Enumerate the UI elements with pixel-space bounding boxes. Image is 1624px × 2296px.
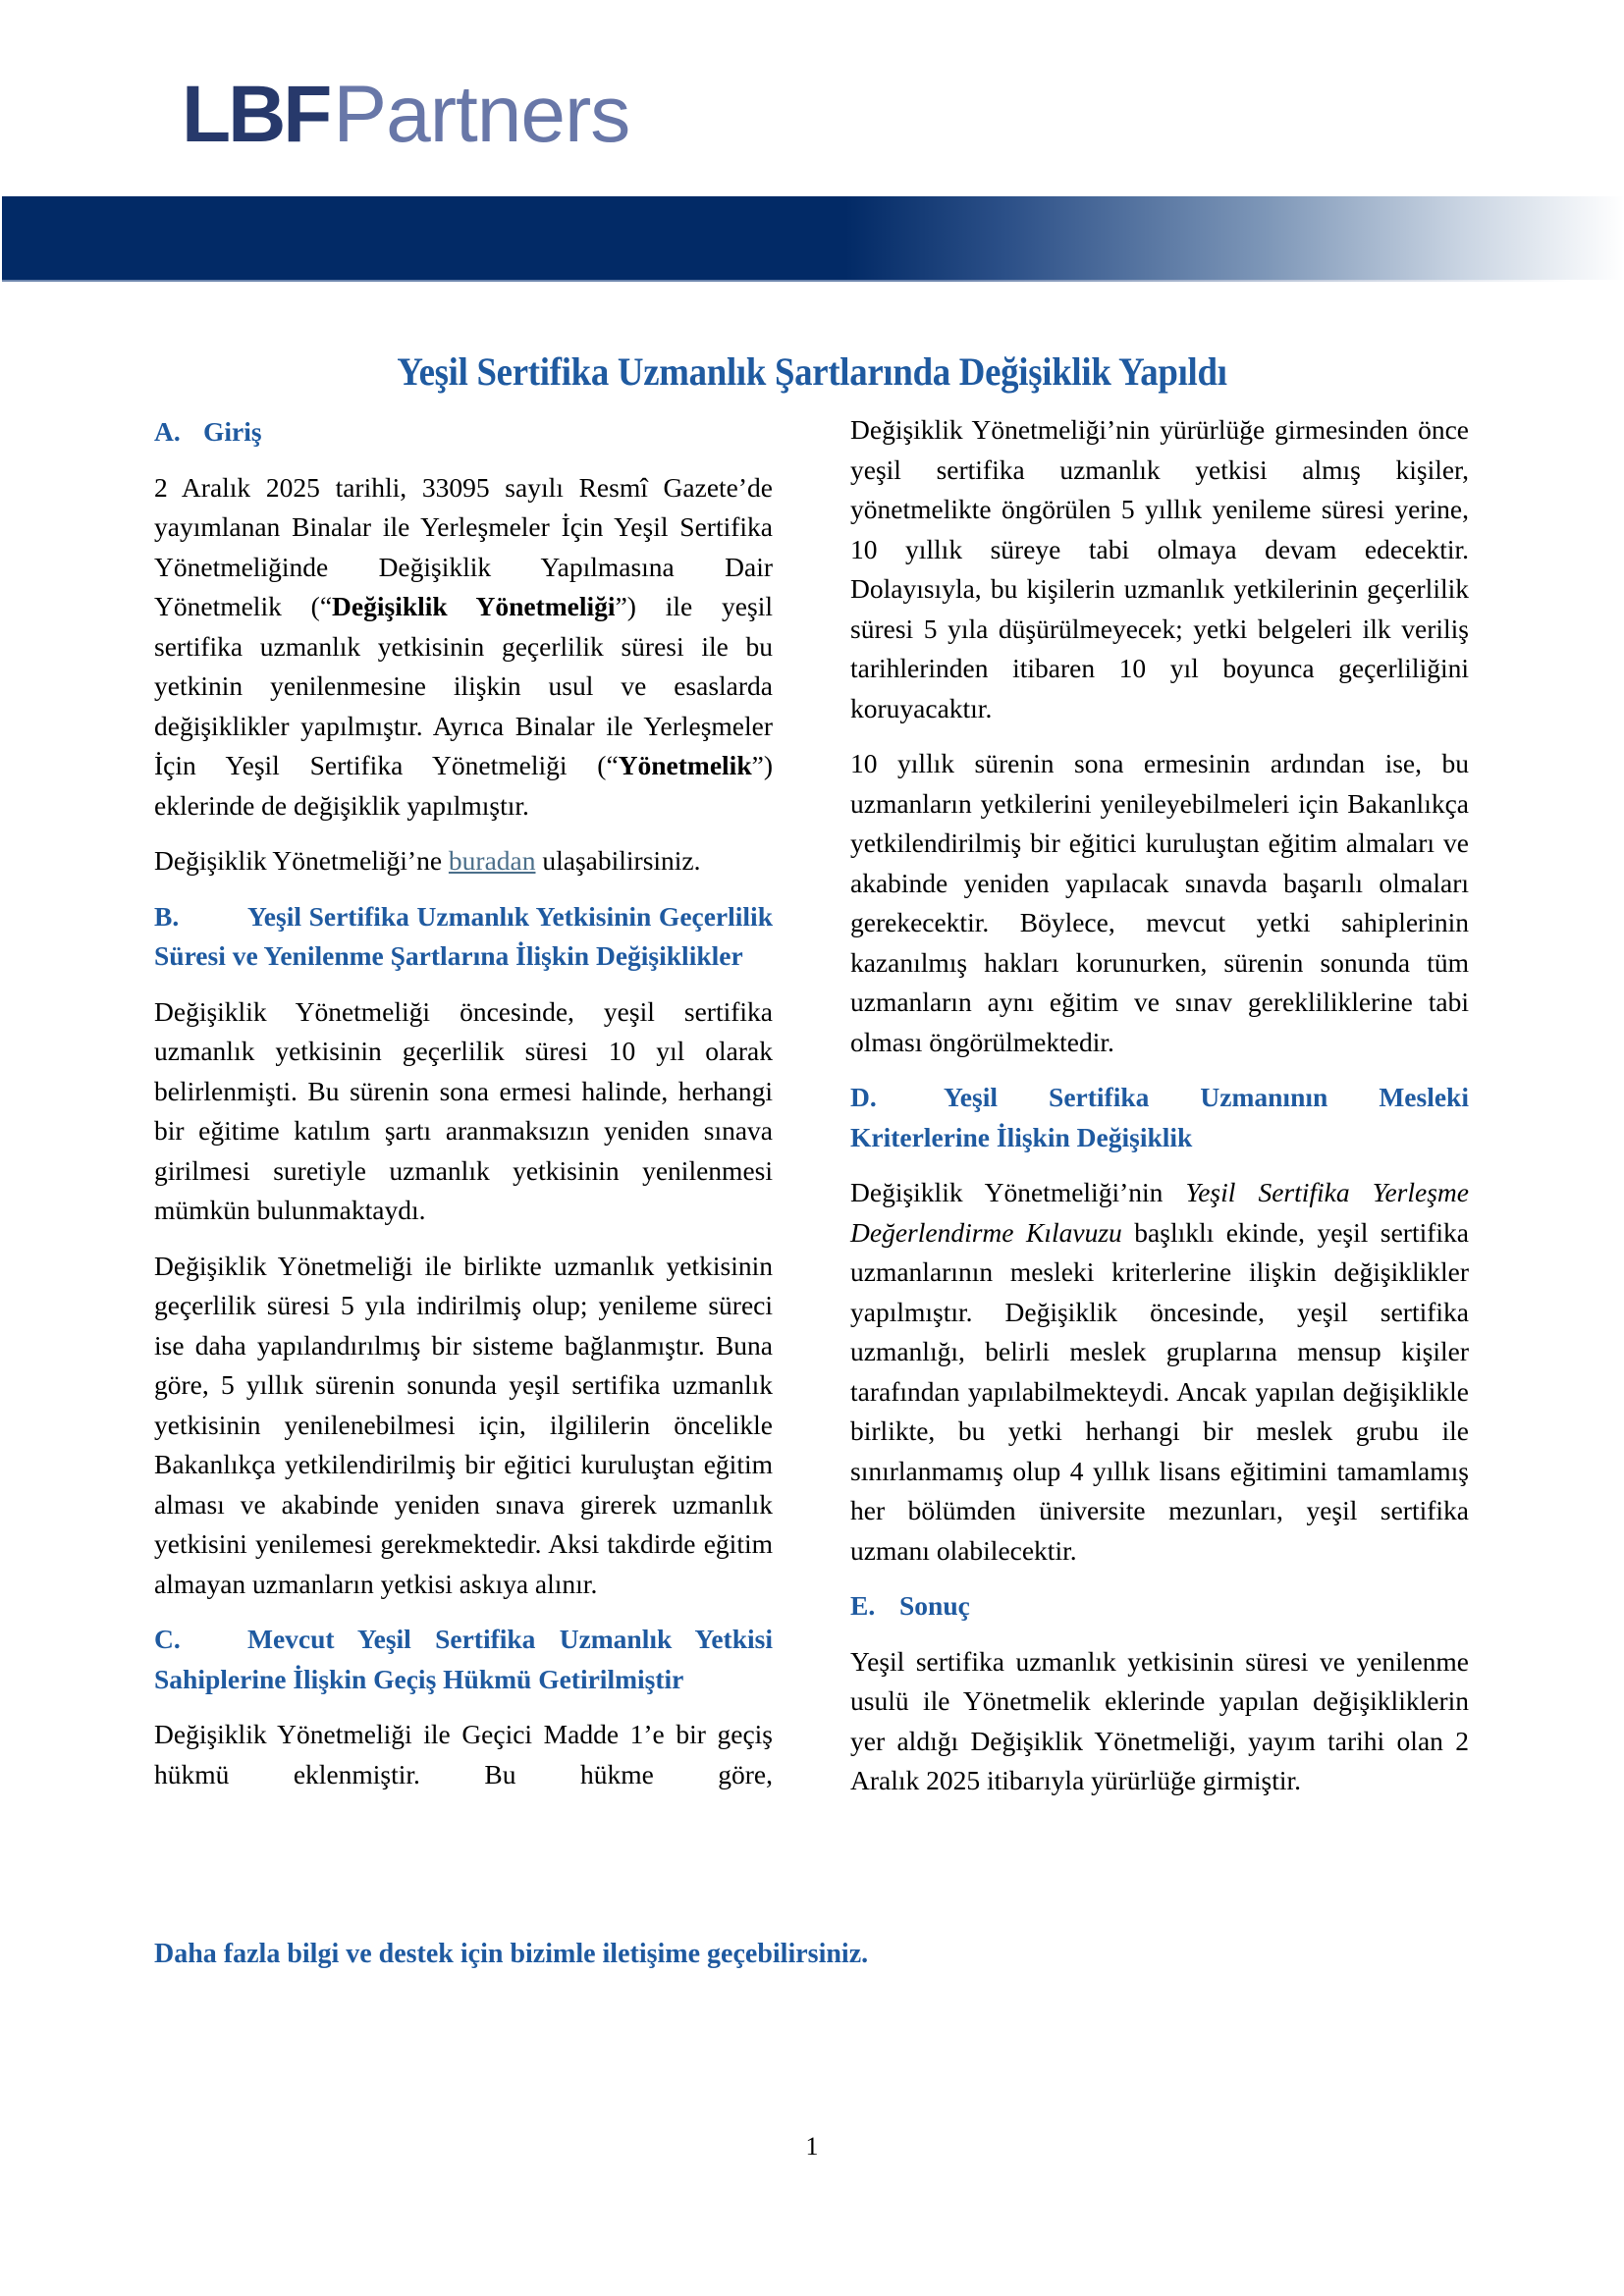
company-logo [182, 71, 629, 159]
left-column [154, 412, 773, 1810]
regulation-link[interactable]: buradan [448, 845, 536, 876]
section-e-paragraph-1: Yeşil sertifika uzmanlık yetkisinin süresi ve yenilenme usulü ile Yönetmelik eklerinde yapılan değişikliklerin yer aldığı Değişiklik Yönetmeliği, yayım tarihi olan 2 Aralık 2025 itibarıyla yürürlüğe girmiştir. [850, 1645, 1469, 1795]
section-letter: C. [154, 1624, 181, 1654]
defined-term: Yönetmelik [618, 750, 752, 780]
header-gradient-band [2, 196, 1624, 280]
contact-note: Daha fazla bilgi ve destek için bizimle iletişime geçebilirsiniz. [154, 1939, 869, 1969]
page-number: 1 [805, 2132, 819, 2161]
section-title: Yeşil Sertifika Uzmanının Mesleki Kriterlerine İlişkin Değişiklik [850, 1082, 1469, 1152]
section-b-paragraph-2: Değişiklik Yönetmeliği ile birlikte uzmanlık yetkisinin geçerlilik süresi 5 yıla indirilmiş olup; yenileme süreci ise daha yapılandırılmış bir sisteme bağlanmıştır. Buna göre, 5 yıllık sürenin sonunda yeşil sertifika uzmanlık yetkisinin yenilenebilmesi için, ilgililerin öncelikle Bakanlıkça yetkilendirilmiş bir eğitici kuruluştan eğitim alması ve akabinde yeniden sınava girerek uzmanlık yetkisini yenilemesi gerekmektedir. Aksi takdirde eğitim almayan uzmanların yetkisi askıya alınır. [154, 1250, 773, 1599]
text: ”) eklerinde de değişiklik yapılmıştır. [154, 750, 773, 821]
section-letter: D. [850, 1082, 877, 1112]
text: ulaşabilirsiniz. [535, 845, 701, 876]
section-b-heading [154, 897, 773, 977]
section-d-paragraph-1 [850, 1173, 1469, 1571]
section-d-heading [850, 1078, 1469, 1157]
defined-term: Değişiklik Yönetmeliği [332, 591, 616, 621]
section-a-paragraph-1 [154, 468, 773, 827]
section-letter: B. [154, 900, 180, 932]
text: ”) ile yeşil sertifika uzmanlık yetkisinin geçerlilik süresi ile bu yetkinin yenilenmesine ilişkin usul ve esaslarda değişiklikler yapılmıştır. Ayrıca Binalar ile Yerleşmeler İçin Yeşil Sertifika Yönetmeliği (“ [154, 591, 773, 780]
section-title: Mevcut Yeşil Sertifika Uzmanlık Yetkisi Sahiplerine İlişkin Geçiş Hükmü Getirilmiştir [154, 1624, 773, 1694]
right-column [850, 410, 1469, 1817]
section-c-paragraph-1-start: Değişiklik Yönetmeliği ile Geçici Madde 1’e bir geçiş hükmü eklenmiştir. Bu hükme göre, [154, 1719, 773, 1789]
section-b-paragraph-1: Değişiklik Yönetmeliği öncesinde, yeşil sertifika uzmanlık yetkisinin geçerlilik süresi 10 yıl olarak belirlenmişti. Bu sürenin sona ermesi halinde, herhangi bir eğitime katılım şartı aranmaksızın yeniden sınava girilmesi suretiyle uzmanlık yetkisinin yenilenmesi mümkün bulunmaktaydı. [154, 995, 773, 1225]
section-c-paragraph-1-cont: Değişiklik Yönetmeliği’nin yürürlüğe girmesinden önce yeşil sertifika uzmanlık yetkisi almış kişiler, yönetmelikte öngörülen 5 yıllık yenileme süresi yerine, 10 yıllık süreye tabi olmaya devam edecektir. Dolayısıyla, bu kişilerin uzmanlık yetkilerinin geçerlilik süresi 5 yıla düşürülmeyecek; yetki belgeleri ilk veriliş tarihlerinden itibaren 10 yıl boyunca geçerliliğini koruyacaktır. [850, 414, 1469, 723]
section-title: Sonuç [899, 1590, 970, 1621]
text: 2 Aralık 2025 tarihli, 33095 sayılı Resmî Gazete’de yayımlanan Binalar ile Yerleşmeler İçin Yeşil Sertifika Yönetmeliğinde Değişiklik Yapılmasına Dair Yönetmelik (“ [154, 471, 773, 621]
section-a-heading [154, 412, 773, 453]
logo-partners: Partners [333, 70, 630, 159]
section-a-paragraph-2 [154, 841, 773, 881]
text: Değişiklik Yönetmeliği’nin [850, 1177, 1186, 1207]
text: başlıklı ekinde, yeşil sertifika uzmanlarının mesleki kriterlerine ilişkin değişiklikler yapılmıştır. Değişiklik öncesinde, yeşil sertifika uzmanlığı, belirli meslek gruplarına mensup kişiler tarafından yapılabilmekteydi. Ancak yapılan değişiklikle birlikte, bu yetki herhangi bir meslek grubu ile sınırlanmamış olup 4 yıllık lisans eğitimini tamamlamış her bölümden üniversite mezunları, yeşil sertifika uzmanı olabilecektir. [850, 1216, 1470, 1566]
section-c-heading [154, 1620, 773, 1699]
page-title: Yeşil Sertifika Uzmanlık Şartlarında Değişiklik Yapıldı [397, 348, 1227, 394]
section-c-paragraph-2: 10 yıllık sürenin sona ermesinin ardından ise, bu uzmanların yetkilerini yenileyebilmeleri için Bakanlıkça yetkilendirilmiş bir eğitici kuruluştan eğitim almaları ve akabinde yeniden yapılacak sınavda başarılı olmaları gerekecektir. Böylece, mevcut yetki sahiplerinin kazanılmış hakları korunurken, sürenin sonunda tüm uzmanların aynı eğitim ve sınav gerekliliklerine tabi olması öngörülmektedir. [850, 748, 1469, 1057]
logo-lbf: LBF [182, 70, 330, 159]
section-title: Yeşil Sertifika Uzmanlık Yetkisinin Geçerlilik Süresi ve Yenilenme Şartlarına İlişkin Değişiklikler [154, 900, 773, 971]
text: Değişiklik Yönetmeliği’ne [154, 845, 449, 876]
header-band-underline [2, 280, 1573, 282]
section-letter: E. [850, 1590, 876, 1621]
section-letter: A. [154, 416, 181, 447]
section-title: Giriş [203, 416, 262, 447]
annex-title: Yeşil Sertifika Yerleşme Değerlendirme Kılavuzu [850, 1177, 1469, 1248]
section-e-heading [850, 1586, 1469, 1627]
